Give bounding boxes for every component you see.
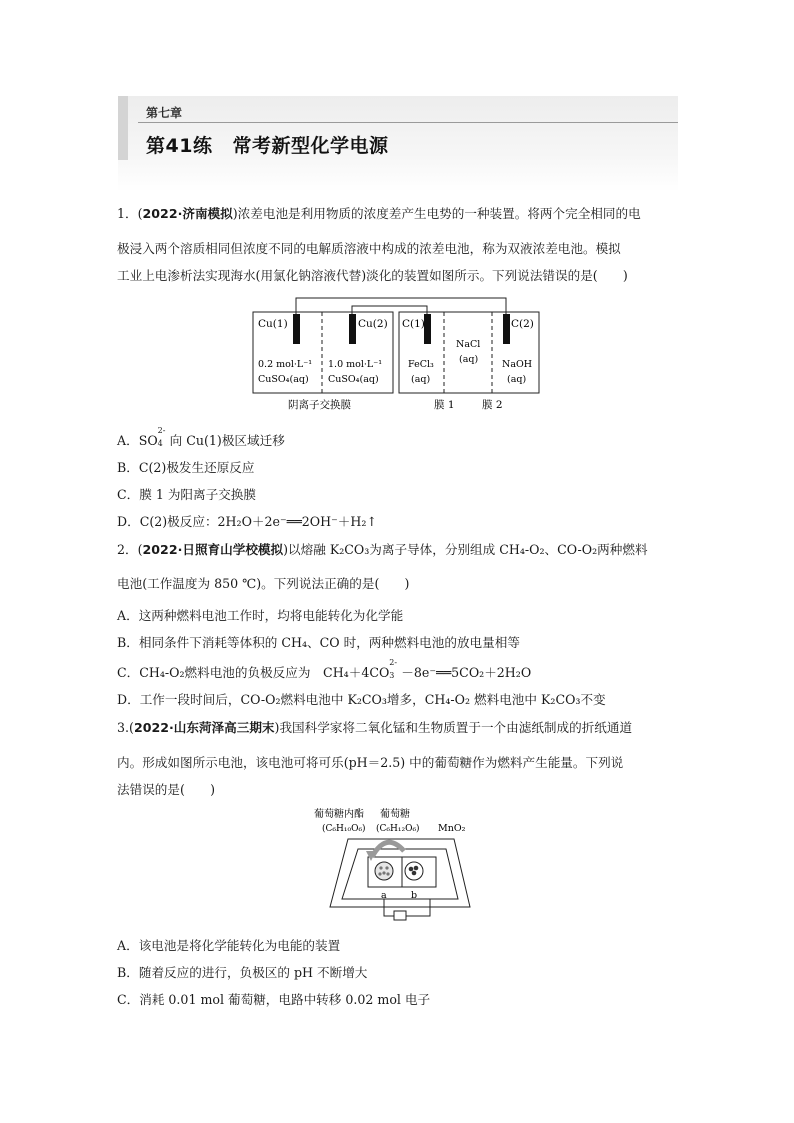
q1-option-d: D．C(2)极反应：2H₂O＋2e⁻══2OH⁻＋H₂↑	[117, 514, 377, 529]
membrane1-label: 膜 1	[434, 399, 455, 411]
q3-option-c: C．消耗 0.01 mol 葡萄糖，电路中转移 0.02 mol 电子	[117, 992, 431, 1007]
q2-option-a: A．这两种燃料电池工作时，均将电能转化为化学能	[117, 608, 404, 623]
q1-line3: 工业上电渗析法实现海水(用氯化钠溶液代替)淡化的装置如图所示。下列说法错误的是( )	[117, 268, 628, 283]
anion-membrane-label: 阴离子交换膜	[288, 399, 351, 411]
chapter-label: 第七章	[146, 106, 183, 120]
nacl-aq: (aq)	[459, 354, 479, 365]
glucose-label: 葡萄糖	[380, 809, 410, 820]
q3-line3: 法错误的是( )	[117, 782, 215, 797]
q2-source: 2022·日照育山学校模拟	[142, 542, 284, 557]
header-divider	[138, 122, 678, 123]
title-number: 第41练	[146, 135, 213, 157]
q1-line1: 1．(2022·济南模拟)浓差电池是利用物质的浓度差产生电势的一种装置。将两个完全相同的电	[117, 206, 641, 221]
q1-option-b: B．C(2)极发生还原反应	[117, 460, 255, 475]
q3-paper-battery-figure	[312, 805, 492, 925]
q3-source: 2022·山东菏泽高三期末	[133, 720, 275, 735]
q2-option-d: D．工作一段时间后，CO-O₂燃料电池中 K₂CO₃增多，CH₄-O₂ 燃料电池中 K₂CO₃不变	[117, 692, 606, 707]
glucose-formula: (C₆H₁₂O₆)	[376, 824, 420, 834]
c2-label: C(2)	[511, 318, 534, 330]
nacl-label: NaCl	[456, 339, 481, 350]
page-title	[146, 131, 388, 158]
q2-line2: 电池(工作温度为 850 ℃)。下列说法正确的是( )	[117, 576, 410, 591]
cu2-label: Cu(2)	[358, 318, 388, 330]
electrode-b-label: b	[411, 890, 418, 901]
cu1-label: Cu(1)	[258, 318, 288, 330]
c1-label: C(1)	[402, 318, 425, 330]
q3-option-a: A．该电池是将化学能转化为电能的装置	[117, 938, 341, 953]
q3-option-b: B．随着反应的进行，负极区的 pH 不断增大	[117, 965, 368, 980]
mno2-label: MnO₂	[438, 823, 466, 834]
gluconolactone-label: 葡萄糖内酯	[314, 809, 364, 820]
electrode-a-label: a	[381, 890, 387, 901]
q2-option-c: C．CH₄-O₂燃料电池的负极反应为 CH₄＋4CO 2- 3 －8e⁻══5CO₂＋2H₂O	[117, 658, 532, 680]
naoh-aq: (aq)	[507, 374, 527, 385]
left-conc: 0.2 mol·L⁻¹	[258, 359, 313, 370]
anode-a-icon	[375, 862, 393, 880]
q3-line1: 3.(2022·山东菏泽高三期末)我国科学家将二氧化锰和生物质置于一个由滤纸制成的折纸通道	[117, 720, 633, 735]
membrane2-label: 膜 2	[482, 399, 503, 411]
q3-line2: 内。形成如图所示电池，该电池可将可乐(pH＝2.5) 中的葡萄糖作为燃料产生能量。下列说	[117, 755, 624, 770]
q2-line1: 2．(2022·日照育山学校模拟)以熔融 K₂CO₃为离子导体，分别组成 CH₄-O₂、CO-O₂两种燃料	[117, 542, 648, 557]
left-solution: CuSO₄(aq)	[258, 374, 309, 385]
gluconolactone-formula: (C₆H₁₀O₆)	[322, 824, 366, 834]
q1-option-a: A．SO 2- 4 向 Cu(1)极区域迁移	[117, 426, 285, 448]
load-resistor	[394, 911, 406, 920]
q1-electrolysis-figure	[245, 296, 545, 412]
title-text: 常考新型化学电源	[232, 135, 389, 157]
right-conc: 1.0 mol·L⁻¹	[328, 359, 383, 370]
q1-line2: 极浸入两个溶质相同但浓度不同的电解质溶液中构成的浓差电池，称为双液浓差电池。模拟	[117, 241, 621, 256]
header-accent-bar	[118, 96, 128, 160]
right-solution: CuSO₄(aq)	[328, 374, 379, 385]
q2-option-b: B．相同条件下消耗等体积的 CH₄、CO 时，两种燃料电池的放电量相等	[117, 635, 520, 650]
naoh-label: NaOH	[502, 359, 533, 370]
q1-option-c: C．膜 1 为阳离子交换膜	[117, 487, 256, 502]
q1-source: 2022·济南模拟	[142, 206, 233, 221]
fecl3-label: FeCl₃	[408, 359, 434, 370]
fecl3-aq: (aq)	[411, 374, 431, 385]
